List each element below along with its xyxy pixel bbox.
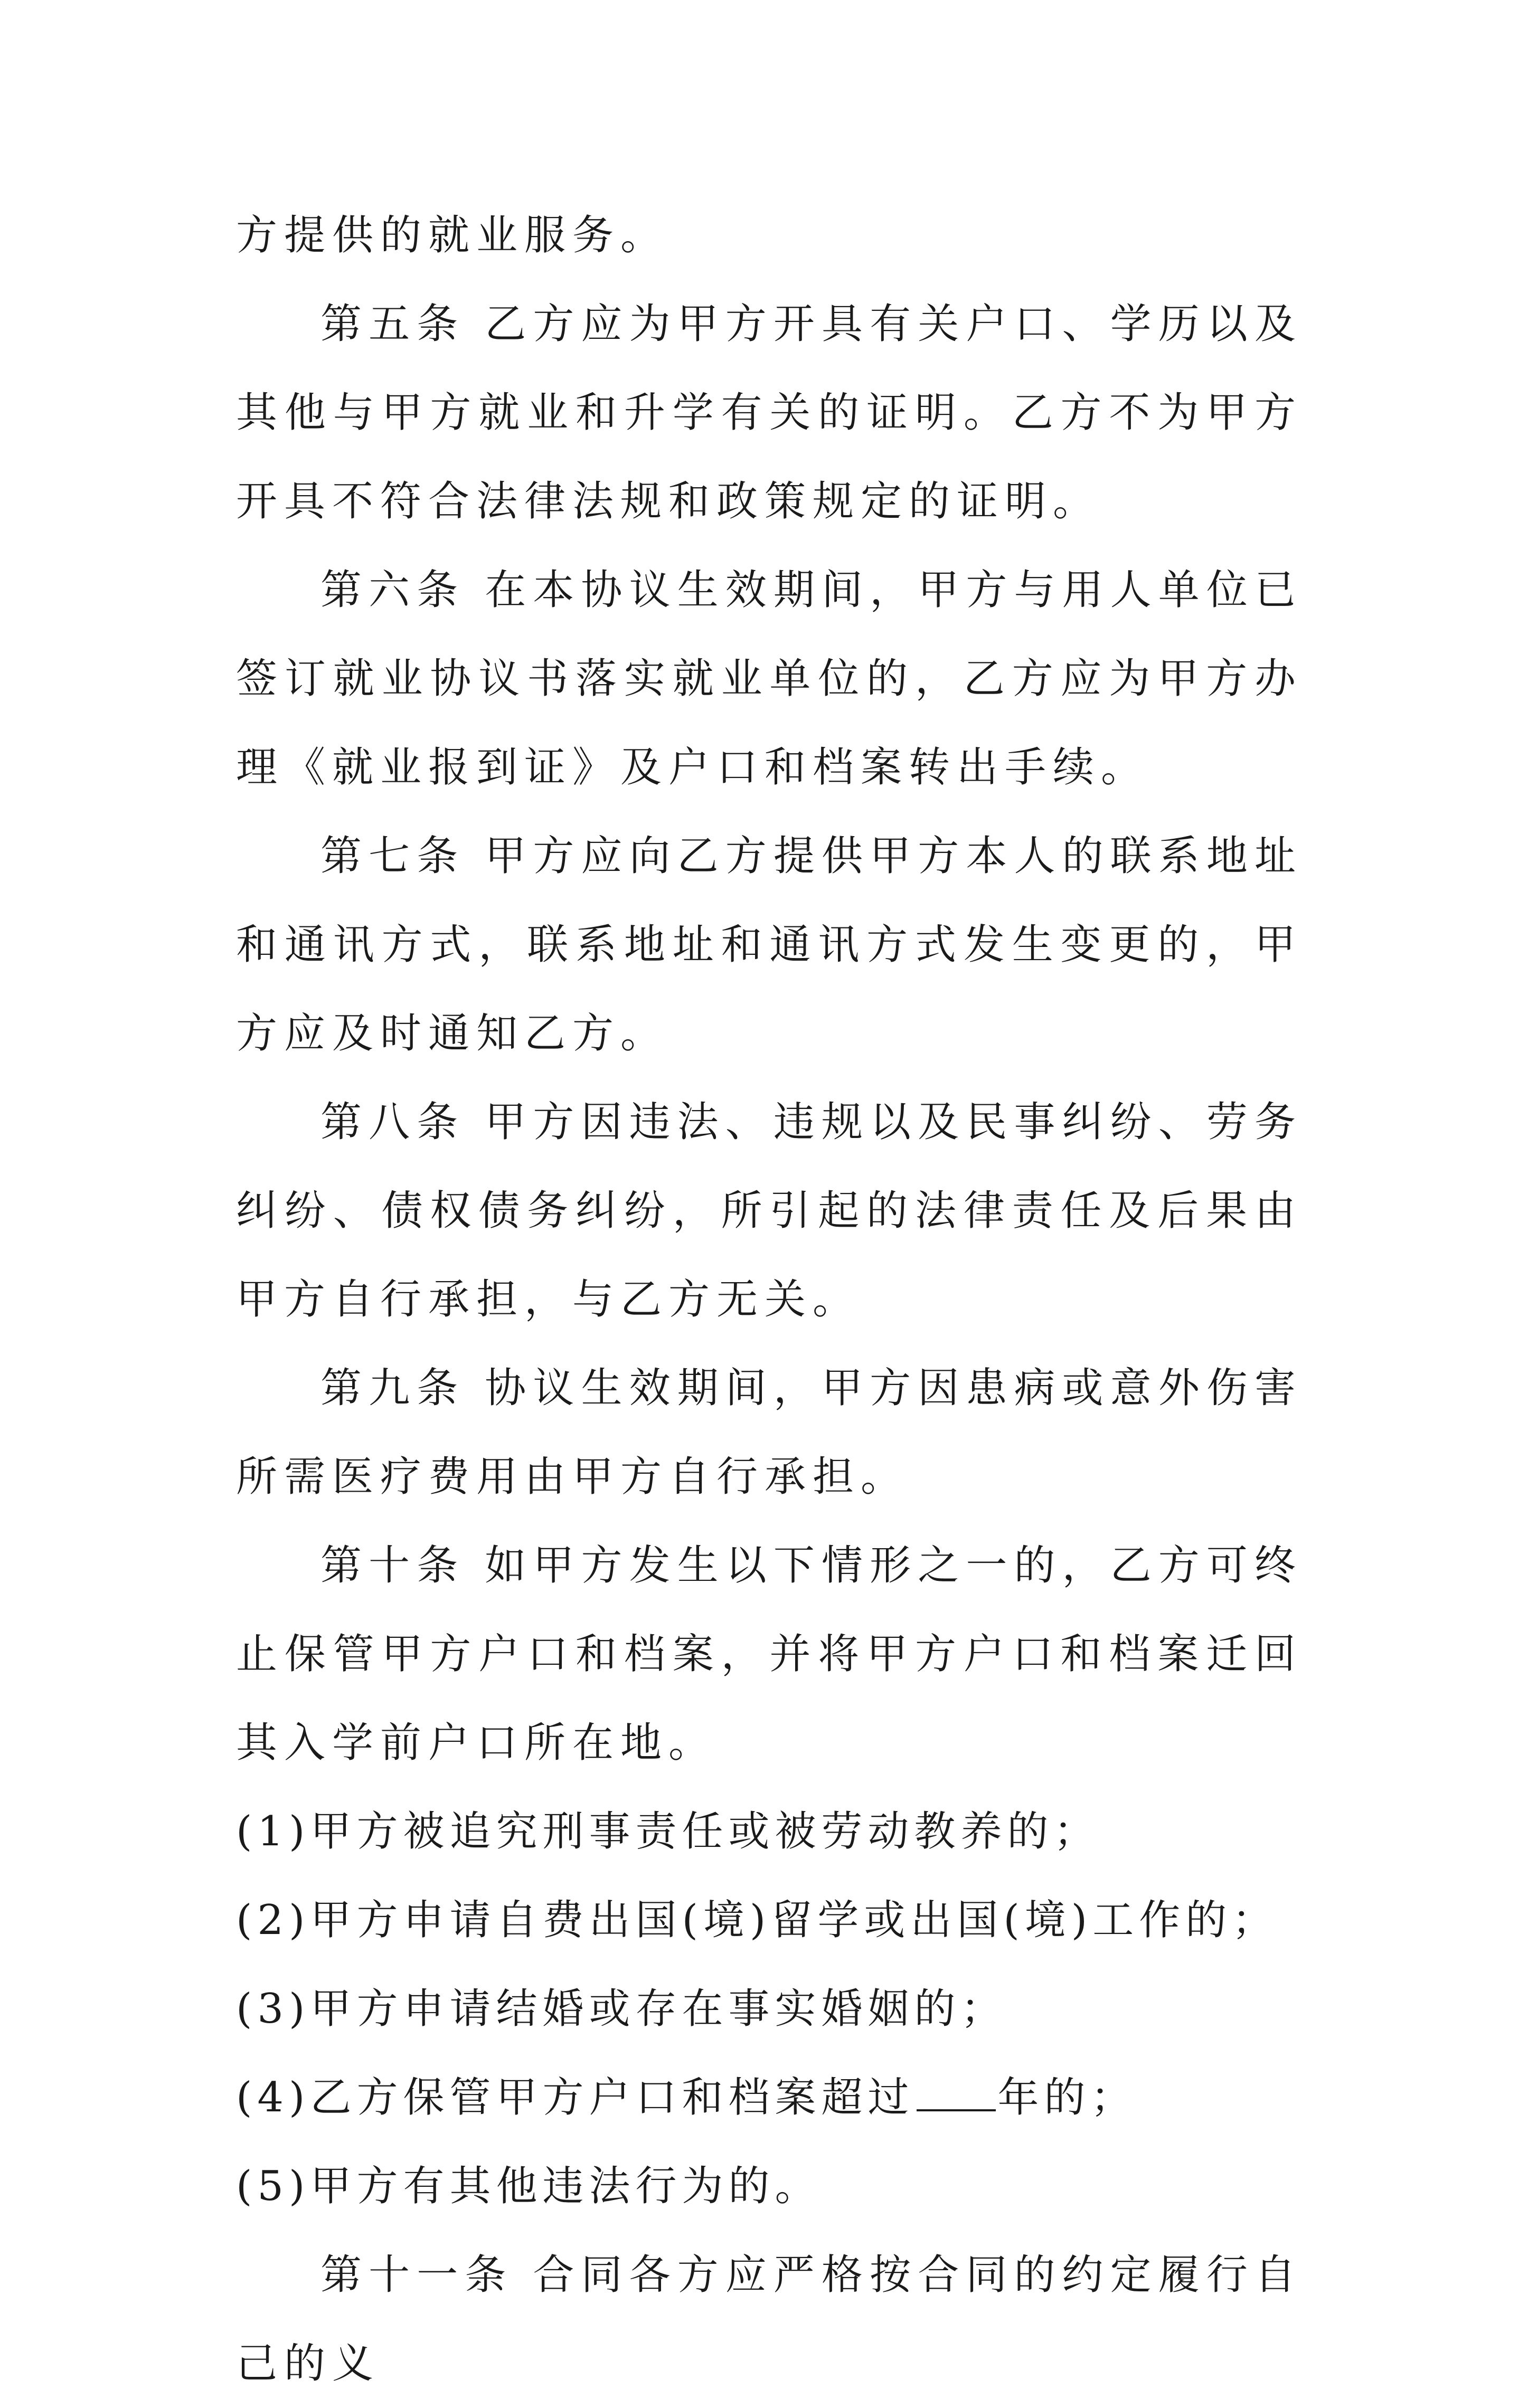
fill-in-blank (917, 2074, 996, 2111)
list-item-4-text-after: 年的； (997, 2074, 1137, 2121)
article-6: 第六条 在本协议生效期间，甲方与用人单位已签订就业协议书落实就业单位的，乙方应为甲方办理《就业报到证》及户口和档案转出手续。 (236, 566, 1303, 791)
article-5: 第五条 乙方应为甲方开具有关户口、学历以及其他与甲方就业和升学有关的证明。乙方不为甲方开具不符合法律法规和政策规定的证明。 (236, 300, 1303, 525)
list-item-5: (5)甲方有其他违法行为的。 (236, 2163, 822, 2210)
paragraph-continuation: 方提供的就业服务。 (236, 212, 669, 259)
list-item-2: (2)甲方申请自费出国(境)留学或出国(境)工作的； (236, 1897, 1279, 1944)
document-body (236, 191, 1303, 2408)
list-item-4-text-before: (4)乙方保管甲方户口和档案超过 (236, 2074, 914, 2121)
article-8: 第八条 甲方因违法、违规以及民事纠纷、劳务纠纷、债权债务纠纷，所引起的法律责任及后果由甲方自行承担，与乙方无关。 (236, 1098, 1303, 1323)
list-item-1: (1)甲方被追究刑事责任或被劳动教养的； (236, 1808, 1100, 1855)
article-7: 第七条 甲方应向乙方提供甲方本人的联系地址和通讯方式，联系地址和通讯方式发生变更的，甲方应及时通知乙方。 (236, 832, 1303, 1057)
article-9: 第九条 协议生效期间，甲方因患病或意外伤害所需医疗费用由甲方自行承担。 (236, 1364, 1303, 1501)
article-10: 第十条 如甲方发生以下情形之一的，乙方可终止保管甲方户口和档案，并将甲方户口和档案迁回其入学前户口所在地。 (236, 1542, 1303, 1767)
list-item-4 (236, 2053, 1303, 2142)
list-item-3: (3)甲方申请结婚或存在事实婚姻的； (236, 1985, 1007, 2033)
article-11: 第十一条 合同各方应严格按合同的约定履行自己的义 (236, 2251, 1303, 2387)
